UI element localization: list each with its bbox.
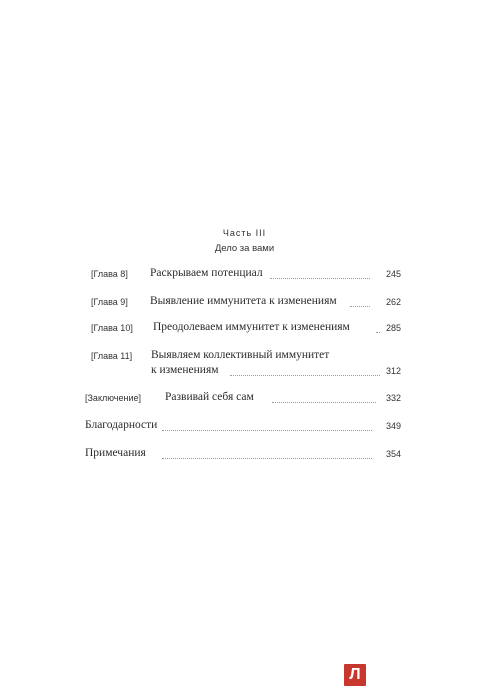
toc-title: Выявление иммунитета к изменениям: [150, 295, 337, 307]
toc-tag: [Глава 8]: [91, 269, 128, 279]
toc-entry-chapter-11[interactable]: [0, 350, 489, 380]
toc-entry-acknowledgements[interactable]: [0, 420, 489, 434]
toc-page-number: 245: [385, 269, 401, 279]
toc-page-number: 285: [385, 323, 401, 333]
toc-entry-chapter-8[interactable]: [0, 268, 489, 282]
toc-leader-dots: [230, 375, 380, 376]
toc-leader-dots: [272, 402, 376, 403]
toc-page-number: 262: [385, 297, 401, 307]
toc-tag: [Глава 10]: [91, 323, 133, 333]
toc-leader-dots: [270, 278, 370, 279]
toc-tag: [Заключение]: [85, 393, 141, 403]
toc-leader-dots: [162, 430, 372, 431]
toc-leader-dots: [162, 458, 372, 459]
toc-title: Раскрываем потенциал: [150, 267, 263, 279]
part-title: Дело за вами: [214, 243, 275, 254]
toc-page-number: 332: [385, 393, 401, 403]
toc-title-line-1: Выявляем коллективный иммунитет: [151, 349, 330, 361]
toc-page-number: 312: [385, 366, 401, 376]
toc-tag: [Глава 9]: [91, 297, 128, 307]
toc-leader-dots: [376, 332, 380, 333]
toc-page-number: 349: [385, 421, 401, 431]
toc-leader-dots: [350, 306, 370, 307]
toc-page-number: 354: [385, 449, 401, 459]
toc-title-line-2: к изменениям: [151, 364, 219, 376]
toc-title: Преодолеваем иммунитет к изменениям: [153, 321, 350, 333]
part-label: Часть III: [222, 228, 267, 238]
toc-entry-conclusion[interactable]: [0, 392, 489, 406]
toc-title: Примечания: [85, 447, 146, 459]
toc-entry-notes[interactable]: [0, 448, 489, 462]
publisher-logo: Л: [344, 664, 366, 686]
toc-entry-chapter-9[interactable]: [0, 296, 489, 310]
toc-title: Развивай себя сам: [165, 391, 254, 403]
toc-title: Благодарности: [85, 419, 158, 431]
toc-entry-chapter-10[interactable]: [0, 322, 489, 336]
toc-tag: [Глава 11]: [91, 351, 133, 361]
